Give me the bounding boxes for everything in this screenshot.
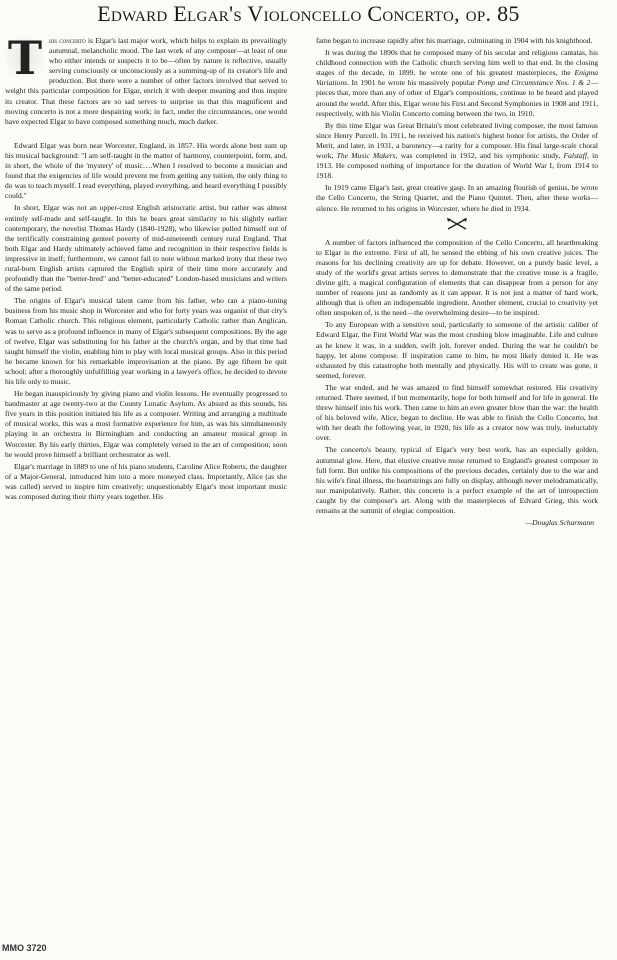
page-title: Edward Elgar's Violoncello Concerto, op. 85 [97,1,520,26]
paragraph: The concerto's beauty, typical of Elgar's very best work, has an especially golden, autumnal glow. Here, that elusive creative muse returned to England's greatest composer in full form. But unlike his compositions of the previous decades, certainly due to the war and his wife's final illness, the heartstrings are fully on display, although never melodramatically, nor manipulatively. Rather, this concerto is a perfect example of the art of introspection caught by the composer's art. Along with the masterpieces of Edvard Grieg, this work remains at the summit of elegiac composition. [316,445,598,516]
text-run: —pieces that, more than any of other of Elgar's compositions, continue to be heard and played around the world. After this, Elgar wrote his First and Second Symphonies in 1908 and 1911, respectively, with his Violin Concerto coming between the two, in 1910. [316,78,598,118]
paragraph: The war ended, and he was amazed to find himself somewhat restored. His creativity returned. There seemed, if but momentarily, hope for both himself and for life in general. He threw himself into his work. Then came to him an even greater blow than the war: the health of his beloved wife, Alice, began to decline. He was able to finish the Cello Concerto, but with her death the following year, in 1920, his life as a creator now was truly, ineluctably over. [316,382,598,443]
intro-lead: his concerto [49,36,86,45]
work-title: Enigma Variations [316,68,598,88]
author-signature: —Douglas Scharmann [525,518,594,528]
work-title: Falstaff [563,151,587,161]
intro-text: is Elgar's last major work, which helps to explain its prevailingly autumnal, melancholic mood. The last work of any composer—at least of one who either intends or suspects it to be—often by nature is reflective, usually serving consciously or unconsciously as a summing-up of its creator's life and production. But there were a number of other factors involved that served to weight this particular composition for Elgar, enrich it with deeper meaning and thus inspire its creator. That these factors are so sad serves to surprise us that this magnificent and moving concerto is not a more despairing work; in fact, under the circumstances, one would have expected Elgar to have composed something much, much darker. [5,36,287,126]
text-run: . In 1901 he wrote his massively popular [347,78,478,88]
paragraph [316,121,598,182]
paragraph: In short, Elgar was not an upper-crust English aristocratic artist, but rather was almost entirely self-made and self-taught. In this he bears great similarity to his slightly earlier contemporary, the novelist Thomas Hardy (1840-1928), who likewise pulled himself out of the terrifically constraining genteel poverty of mid-nineteenth century rural England. That both Elgar and Hardy ultimately achieved fame and recognition in their respective fields is impressive in itself; furthermore, we cannot fail to note without marked irony that these two rural-born English artists captured the English spirit of their time more accurately and profoundly than the "better-bred" and "better-educated" London-based musicians and writers of the same period. [5,203,287,294]
paragraph: Elgar's marriage in 1889 to one of his piano students, Caroline Alice Roberts, the daughter of a Major-General, introduced him into a more moneyed class. Importantly, Alice (as she was called) served to inspire him creatively; unquestionably Elgar's most important music was composed during their thirty years together. His [5,461,287,502]
section-gap [5,129,287,141]
text-run: It was during the 1890s that he composed many of his secular and religious cantatas, his childhood connection with the Catholic church serving him well to that end. In the closing stages of the decade, in 1899, he wrote one of his greatest masterpieces, the [316,48,598,78]
paragraph: Edward Elgar was born near Worcester, England, in 1857. His words alone best sum up his musical background: "I am self-taught in the matter of harmony, counterpoint, form, and, in short, the whole of the 'mystery' of music….When I resolved to become a musician and found that the exigencies of life would prevent me from getting any tuition, the only thing to do was to teach myself. I read everything, played everything, and heard everything I possibly could." [5,140,287,201]
work-title: The Music Makers [336,151,396,161]
crossed-quills-icon [446,218,468,230]
text-run: , was completed in 1912, and his symphonic study, [395,151,564,161]
paragraph: A number of factors influenced the composition of the Cello Concerto, all heartbreaking to Elgar in the extreme. First of all, he sensed the ebbing of his own creative juices. The reasons for his declining creativity are up for debate. However, on a purely basic level, a study of the world's great artists serves to demonstrate that the creative muse is a fragile, divine gift, a magical configuration of elements that can disappear from a person for any number of reasons just as randomly as it can appear. It is not just a matter of hard work, although that is often an indispensable ingredient. Another element, crucial to creativity yet often unspoken of, is the need—the overwhelming desire—to be inspired. [316,237,598,318]
paragraph: To any European with a sensitive soul, particularly to someone of the artistic caliber of Edward Elgar, the First World War was the most crushing blow imaginable. Life and culture as he knew it was, in a sudden, swift jolt, forever ended. During the war he couldn't be happy, let alone compose. If inspiration came to him, he most likely denied it. He was exhausted by this catastrophe both mentally and physically. His will to create was gone, it seemed, forever. [316,320,598,380]
paragraph: He began inauspiciously by giving piano and violin lessons. He eventually progressed to bandmaster at age twenty-two at the County Lunatic Asylum. As absurd as this sounds, his five years in this position initiated his life as a composer. Writing and arranging a multitude of musical works, this was a most formative experience for him, as was his simultaneously playing in an orchestra in Birmingham and conducting an amateur musical group in Worcester. By his early thirties, Elgar was completely versed in the art of composition; soon he would prove himself a brilliant orchestrator as well. [5,389,287,459]
paragraph: fame began to increase rapidly after his marriage, culminating in 1904 with his knighthood. [316,36,593,45]
left-column [5,31,287,504]
catalog-number: MMO 3720 [2,943,47,953]
text-run: , in 1913. He composed nothing of importance for the duration of World War I, from 1914 to 1918. [316,151,598,181]
paragraph: In 1919 came Elgar's last, great creative gasp. In an amazing flourish of genius, he wrote the Cello Concerto, the String Quartet, and the Piano Quintet. Then, after these works—silence. He returned to his origins in Worcester, where he died in 1934. [316,183,598,213]
paragraph: The origins of Elgar's musical talent came from his father, who ran a piano-tuning business from his music shop in Worcester and who for forty years was organist of that city's Roman Catholic church. This religious element, particularly Catholic rather than Anglican, was to serve as a profound influence in many of Elgar's subsequent compositions. By the age of twelve, Elgar was substituting for his father at the church's organ, and by that time had taught himself the violin, enabling him to play with local musical groups. Also in this period he became known for his remarkable improvisation at the piano. By age fifteen he quit school; after a thoroughly unfulfilling year working in a lawyer's office, he decided to devote his life only to music. [5,296,287,386]
right-column [316,36,598,528]
section-ornament [316,218,598,232]
intro-block [5,31,287,127]
text-run: By this time Elgar was Great Britain's most celebrated living composer, the most famous since Henry Purcell. In 1911, he received his nation's highest honor for artists, the Order of Merit, and later, in 1931, a baronetcy—a rarity for a composer. His final large-scale choral work, [316,120,598,161]
dropcap: T [5,36,45,80]
intro-paragraph [5,31,287,127]
work-title: Pomp and Circumstance Nos. 1 & 2 [477,78,591,88]
paragraph [316,48,598,119]
